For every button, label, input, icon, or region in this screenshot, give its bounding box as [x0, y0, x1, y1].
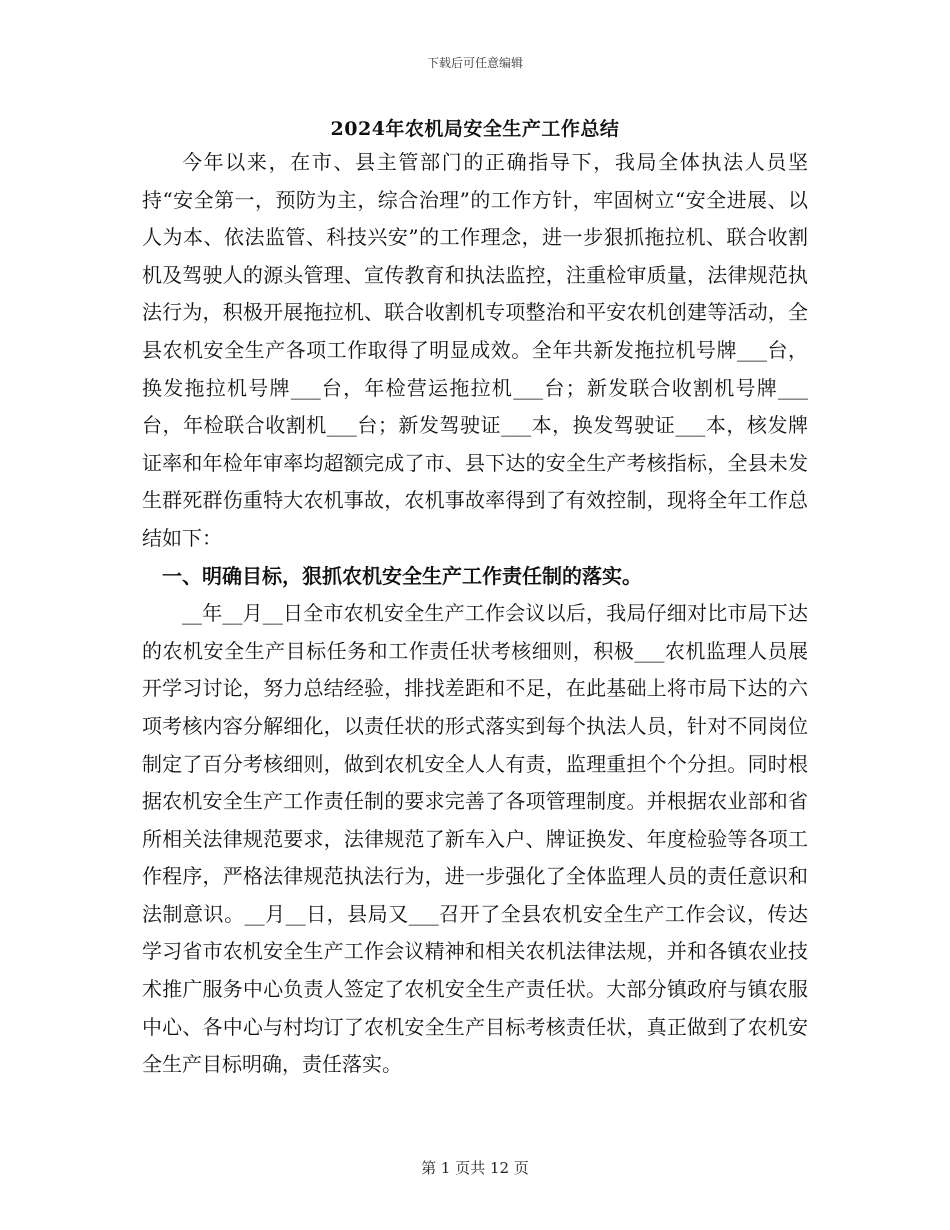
section-heading-1: 一、明确目标，狠抓农机安全生产工作责任制的落实。	[162, 563, 642, 588]
section-1-paragraph: __年__月__日全市农机安全生产工作会议以后，我局仔细对比市局下达的农机安全生产目标任务和工作责任状考核细则，积极___农机监理人员展开学习讨论，努力总结经验，排找差距和不足，在此基础上将市局下达的六项考核内容分解细化，以责任状的形式落实到每个执法人员，针对不同岗位制定了百分考核细则，做到农机安全人人有责，监理重担个个分担。同时根据农机安全生产工作责任制的要求完善了各项管理制度。并根据农业部和省所相关法律规范要求，法律规范了新车入户、牌证换发、年度检验等各项工作程序，严格法律规范执法行为，进一步强化了全体监理人员的责任意识和法制意识。__月__日，县局又___召开了全县农机安全生产工作会议，传达学习省市农机安全生产工作会议精神和相关农机法律法规，并和各镇农业技术推广服务中心负责人签定了农机安全生产责任状。大部分镇政府与镇农服中心、各中心与村均订了农机安全生产目标考核责任状，真正做到了农机安全生产目标明确，责任落实。	[142, 601, 808, 1077]
page-header-note: 下载后可任意编辑	[426, 56, 523, 70]
document-body	[142, 144, 808, 1084]
document-title: 2024年农机局安全生产工作总结	[330, 118, 620, 140]
intro-paragraph: 今年以来，在市、县主管部门的正确指导下，我局全体执法人员坚持“安全第一，预防为主，综合治理”的工作方针，牢固树立“安全进展、以人为本、依法监管、科技兴安”的工作理念，进一步狠抓拖拉机、联合收割机及驾驶人的源头管理、宣传教育和执法监控，注重检审质量，法律规范执法行为，积极开展拖拉机、联合收割机专项整治和平安农机创建等活动，全县农机安全生产各项工作取得了明显成效。全年共新发拖拉机号牌___台，换发拖拉机号牌___台，年检营运拖拉机___台；新发联合收割机号牌___台，年检联合收割机___台；新发驾驶证___本，换发驾驶证___本，核发牌证率和年检年审率均超额完成了市、县下达的安全生产考核指标，全县未发生群死群伤重特大农机事故，农机事故率得到了有效控制，现将全年工作总结如下：	[142, 150, 808, 550]
page-number-footer: 第 1 页共 12 页	[421, 1159, 529, 1177]
